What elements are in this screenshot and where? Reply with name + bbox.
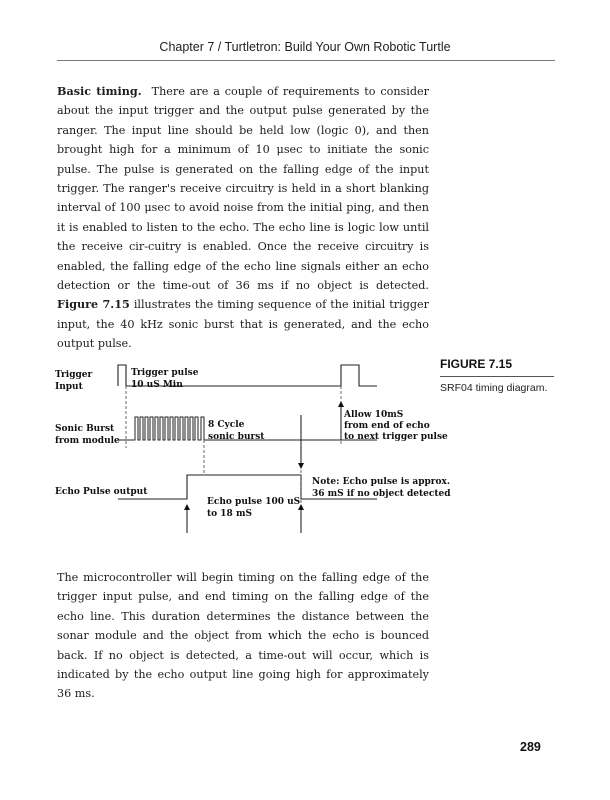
label-trigger-pulse-1: Trigger pulse <box>131 368 199 378</box>
timing-diagram <box>55 355 451 555</box>
run-in-heading: Basic timing. <box>57 84 142 98</box>
label-allow-1: Allow 10mS <box>344 410 404 420</box>
label-trigger-input-2: Input <box>55 382 83 392</box>
label-sonic-burst-2: from module <box>55 436 120 446</box>
running-header: Chapter 7 / Turtletron: Build Your Own Robotic Turtle <box>159 40 451 54</box>
paragraph-text-a: There are a couple of requirements to consider about the input trigger and the output pulse generated by the ranger. The input line should be held low (logic 0), and then brought high for a minimum of 10 μsec to initiate the sonic pulse. The pulse is generated on the falling edge of the input trigger. The ranger's receive circuitry is held in a short blanking interval of 100 μsec to avoid noise from the initial ping, and then it is enabled to listen to the echo. The echo line is logic low until the receive cir-cuitry is enabled. Once the receive circuitry is enabled, the falling edge of the echo line signals either an echo detection or the time-out of 36 ms if no object is detected. <box>57 85 429 293</box>
header-divider <box>57 60 555 61</box>
label-echo-pulse-2: to 18 mS <box>207 509 252 519</box>
label-note-1: Note: Echo pulse is approx. <box>312 477 451 487</box>
label-cycle-1: 8 Cycle <box>208 420 245 430</box>
label-echo-output: Echo Pulse output <box>55 487 148 497</box>
figure-label: FIGURE 7.15 <box>440 357 513 371</box>
page-number: 289 <box>520 740 541 754</box>
paragraph-text-b: illustrates the timing sequence of the initial trigger input, the 40 kHz sonic burst that is generated, and the echo output pulse. <box>57 298 429 351</box>
label-sonic-burst-1: Sonic Burst <box>55 424 115 434</box>
paragraph-basic-timing <box>57 82 429 354</box>
figure-label-divider <box>440 376 554 377</box>
label-allow-2: from end of echo <box>344 421 430 431</box>
paragraph-microcontroller: The microcontroller will begin timing on the falling edge of the trigger input pulse, and end timing on the falling edge of the echo line. This duration determines the distance between the sonar module and the object from which the echo is bounced back. If no object is detected, a time-out will occur, which is indicated by the echo output line going high for approximately 36 ms. <box>57 571 429 701</box>
label-note-2: 36 mS if no object detected <box>312 489 451 499</box>
figure-caption: SRF04 timing diagram. <box>440 382 548 394</box>
label-trigger-pulse-2: 10 uS Min <box>131 380 183 390</box>
figure-reference: Figure 7.15 <box>57 297 130 312</box>
label-allow-3: to next trigger pulse <box>344 432 448 442</box>
label-echo-pulse-1: Echo pulse 100 uS <box>207 497 301 507</box>
label-trigger-input-1: Trigger <box>55 370 93 380</box>
label-cycle-2: sonic burst <box>208 432 265 442</box>
